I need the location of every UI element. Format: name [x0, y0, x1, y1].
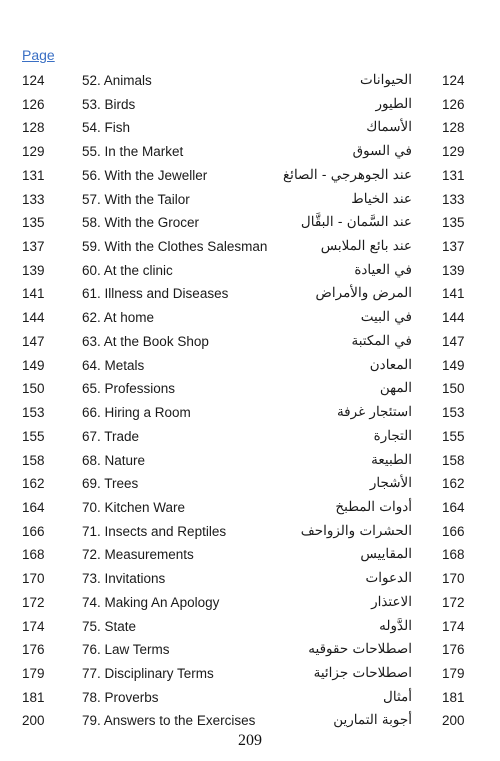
toc-title-english: 56. With the Jeweller — [82, 167, 208, 183]
toc-title-arabic: المهن — [379, 380, 412, 397]
toc-row — [0, 567, 500, 591]
toc-title-english: 63. At the Book Shop — [82, 333, 209, 349]
toc-page-left: 168 — [22, 547, 45, 563]
toc-page-left: 131 — [22, 167, 45, 183]
toc-page-right: 124 — [442, 73, 465, 88]
toc-row — [0, 93, 500, 117]
toc-title-english: 66. Hiring a Room — [82, 405, 191, 421]
toc-title-english: 72. Measurements — [82, 547, 194, 563]
toc-title-arabic: عند الجوهرجي - الصائغ — [283, 166, 412, 183]
toc-page-right: 162 — [442, 476, 465, 492]
toc-row — [0, 306, 500, 330]
toc-title-arabic: عند الخياط — [351, 190, 412, 207]
toc-row — [0, 188, 500, 212]
toc-title-english: 53. Birds — [82, 96, 136, 112]
toc-row — [0, 496, 500, 520]
toc-title-english: 59. With the Clothes Salesman — [82, 239, 268, 255]
toc-page-right: 153 — [442, 405, 465, 421]
toc-page-left: 133 — [22, 191, 45, 207]
toc-title-arabic: الأشجار — [369, 475, 412, 492]
toc-title-english: 64. Metals — [82, 357, 145, 373]
toc-title-english: 74. Making An Apology — [82, 594, 220, 610]
toc-page-right: 155 — [442, 428, 465, 444]
toc-title-arabic: الطيور — [375, 95, 412, 112]
toc-page-right: 164 — [442, 499, 465, 515]
toc-row — [0, 116, 500, 140]
toc-page-right: 181 — [442, 689, 465, 705]
toc-title-english: 76. Law Terms — [82, 642, 170, 658]
toc-page-left: 155 — [22, 428, 45, 444]
toc-page-right: 144 — [442, 310, 465, 326]
toc-title-arabic: اصطلاحات حقوقيه — [308, 641, 412, 658]
toc-title-arabic: في العيادة — [354, 261, 412, 278]
toc-page-left: 150 — [22, 381, 45, 397]
toc-row — [0, 709, 500, 733]
toc-page-left: 126 — [22, 96, 45, 112]
toc-row — [0, 211, 500, 235]
toc-row — [0, 449, 500, 473]
toc-page-left: 128 — [22, 120, 45, 136]
toc-row — [0, 638, 500, 662]
toc-title-arabic: أمثال — [383, 688, 412, 705]
toc-row — [0, 686, 500, 710]
toc-page-right: 137 — [442, 239, 465, 255]
toc-title-arabic: عند السَّمان - البقَّال — [300, 214, 412, 231]
toc-title-arabic: الدَّوله — [379, 617, 412, 634]
toc-title-english: 61. Illness and Diseases — [82, 286, 229, 302]
toc-title-arabic: في البيت — [360, 309, 412, 326]
toc-title-arabic: عند بائع الملابس — [320, 238, 412, 255]
toc-page-left: 144 — [22, 310, 45, 326]
toc-title-arabic: في المكتبة — [351, 332, 412, 349]
toc-title-english: 79. Answers to the Exercises — [82, 713, 256, 729]
toc-page-right: 150 — [442, 381, 465, 397]
toc-page-left: 170 — [22, 571, 45, 587]
toc-row — [0, 472, 500, 496]
toc-page-right: 158 — [442, 452, 465, 468]
toc-page-left: 172 — [22, 594, 45, 610]
toc-page-right: 139 — [442, 262, 465, 278]
toc-page-left: 181 — [22, 689, 45, 705]
toc-title-english: 60. At the clinic — [82, 262, 173, 278]
toc-page-left: 124 — [22, 73, 45, 88]
toc-title-arabic: في السوق — [352, 143, 412, 160]
table-of-contents — [0, 69, 500, 733]
toc-title-english: 55. In the Market — [82, 144, 184, 160]
toc-title-english: 62. At home — [82, 310, 155, 326]
toc-title-english: 67. Trade — [82, 428, 140, 444]
toc-row — [0, 330, 500, 354]
toc-title-arabic: المرض والأمراض — [315, 285, 412, 302]
toc-page-left: 153 — [22, 405, 45, 421]
toc-title-english: 52. Animals — [82, 73, 152, 88]
toc-page-left: 137 — [22, 239, 45, 255]
toc-row — [0, 615, 500, 639]
toc-page-right: 174 — [442, 618, 465, 634]
toc-page-right: 200 — [442, 713, 465, 729]
toc-title-english: 70. Kitchen Ware — [82, 499, 186, 515]
toc-title-english: 54. Fish — [82, 120, 131, 136]
toc-row — [0, 520, 500, 544]
toc-page-left: 174 — [22, 618, 45, 634]
toc-title-english: 75. State — [82, 618, 137, 634]
toc-title-arabic: اصطلاحات جزائية — [313, 664, 412, 681]
toc-title-arabic: استئجار غرفة — [336, 404, 412, 421]
toc-page-left: 162 — [22, 476, 45, 492]
toc-title-arabic: التجارة — [373, 427, 412, 444]
toc-page-left: 129 — [22, 144, 45, 160]
toc-page-left: 158 — [22, 452, 45, 468]
toc-page-right: 126 — [442, 96, 465, 112]
toc-row — [0, 69, 500, 93]
toc-page-right: 131 — [442, 167, 465, 183]
toc-row — [0, 591, 500, 615]
toc-page-right: 170 — [442, 571, 465, 587]
toc-title-english: 71. Insects and Reptiles — [82, 523, 227, 539]
toc-title-arabic: الحيوانات — [360, 72, 412, 88]
toc-row — [0, 662, 500, 686]
toc-page-right: 133 — [442, 191, 465, 207]
toc-page-left: 164 — [22, 499, 45, 515]
page-number: 209 — [238, 732, 262, 749]
toc-page-right: 129 — [442, 144, 465, 160]
toc-row — [0, 425, 500, 449]
toc-title-arabic: الطبيعة — [371, 451, 412, 468]
toc-page-right: 168 — [442, 547, 465, 563]
toc-page-right: 166 — [442, 523, 465, 539]
toc-page-right: 141 — [442, 286, 465, 302]
toc-title-english: 57. With the Tailor — [82, 191, 190, 207]
toc-row — [0, 164, 500, 188]
toc-title-arabic: أجوبة التمارين — [333, 712, 412, 729]
toc-row — [0, 140, 500, 164]
toc-page-right: 135 — [442, 215, 465, 231]
toc-row — [0, 354, 500, 378]
toc-row — [0, 235, 500, 259]
toc-title-arabic: أدوات المطبخ — [335, 498, 412, 515]
toc-page-right: 179 — [442, 665, 465, 681]
toc-page-left: 141 — [22, 286, 45, 302]
toc-page-left: 139 — [22, 262, 45, 278]
toc-title-english: 77. Disciplinary Terms — [82, 665, 214, 681]
toc-title-english: 65. Professions — [82, 381, 176, 397]
toc-title-english: 78. Proverbs — [82, 689, 159, 705]
toc-page-left: 176 — [22, 642, 45, 658]
toc-page-right: 147 — [442, 333, 465, 349]
toc-row — [0, 401, 500, 425]
toc-row — [0, 377, 500, 401]
toc-title-english: 73. Invitations — [82, 571, 166, 587]
toc-page-right: 149 — [442, 357, 465, 373]
toc-row — [0, 259, 500, 283]
toc-page-left: 147 — [22, 333, 45, 349]
toc-page-right: 128 — [442, 120, 465, 136]
toc-row — [0, 282, 500, 306]
toc-title-english: 69. Trees — [82, 476, 139, 492]
toc-title-english: 68. Nature — [82, 452, 146, 468]
toc-title-arabic: الأسماك — [366, 119, 412, 136]
toc-title-arabic: الحشرات والزواحف — [300, 522, 412, 539]
toc-title-arabic: المقاييس — [360, 546, 412, 563]
toc-title-arabic: الاعتذار — [371, 593, 412, 610]
toc-title-arabic: المعادن — [369, 356, 412, 373]
toc-page-left: 166 — [22, 523, 45, 539]
toc-page-left: 200 — [22, 713, 45, 729]
toc-page-left: 179 — [22, 665, 45, 681]
page-column-header-link[interactable]: Page — [22, 47, 55, 63]
toc-title-english: 58. With the Grocer — [82, 215, 200, 231]
toc-page-right: 176 — [442, 642, 465, 658]
toc-row — [0, 543, 500, 567]
toc-title-arabic: الدعوات — [365, 570, 412, 587]
toc-page-left: 135 — [22, 215, 45, 231]
toc-page-right: 172 — [442, 594, 465, 610]
toc-page-left: 149 — [22, 357, 45, 373]
